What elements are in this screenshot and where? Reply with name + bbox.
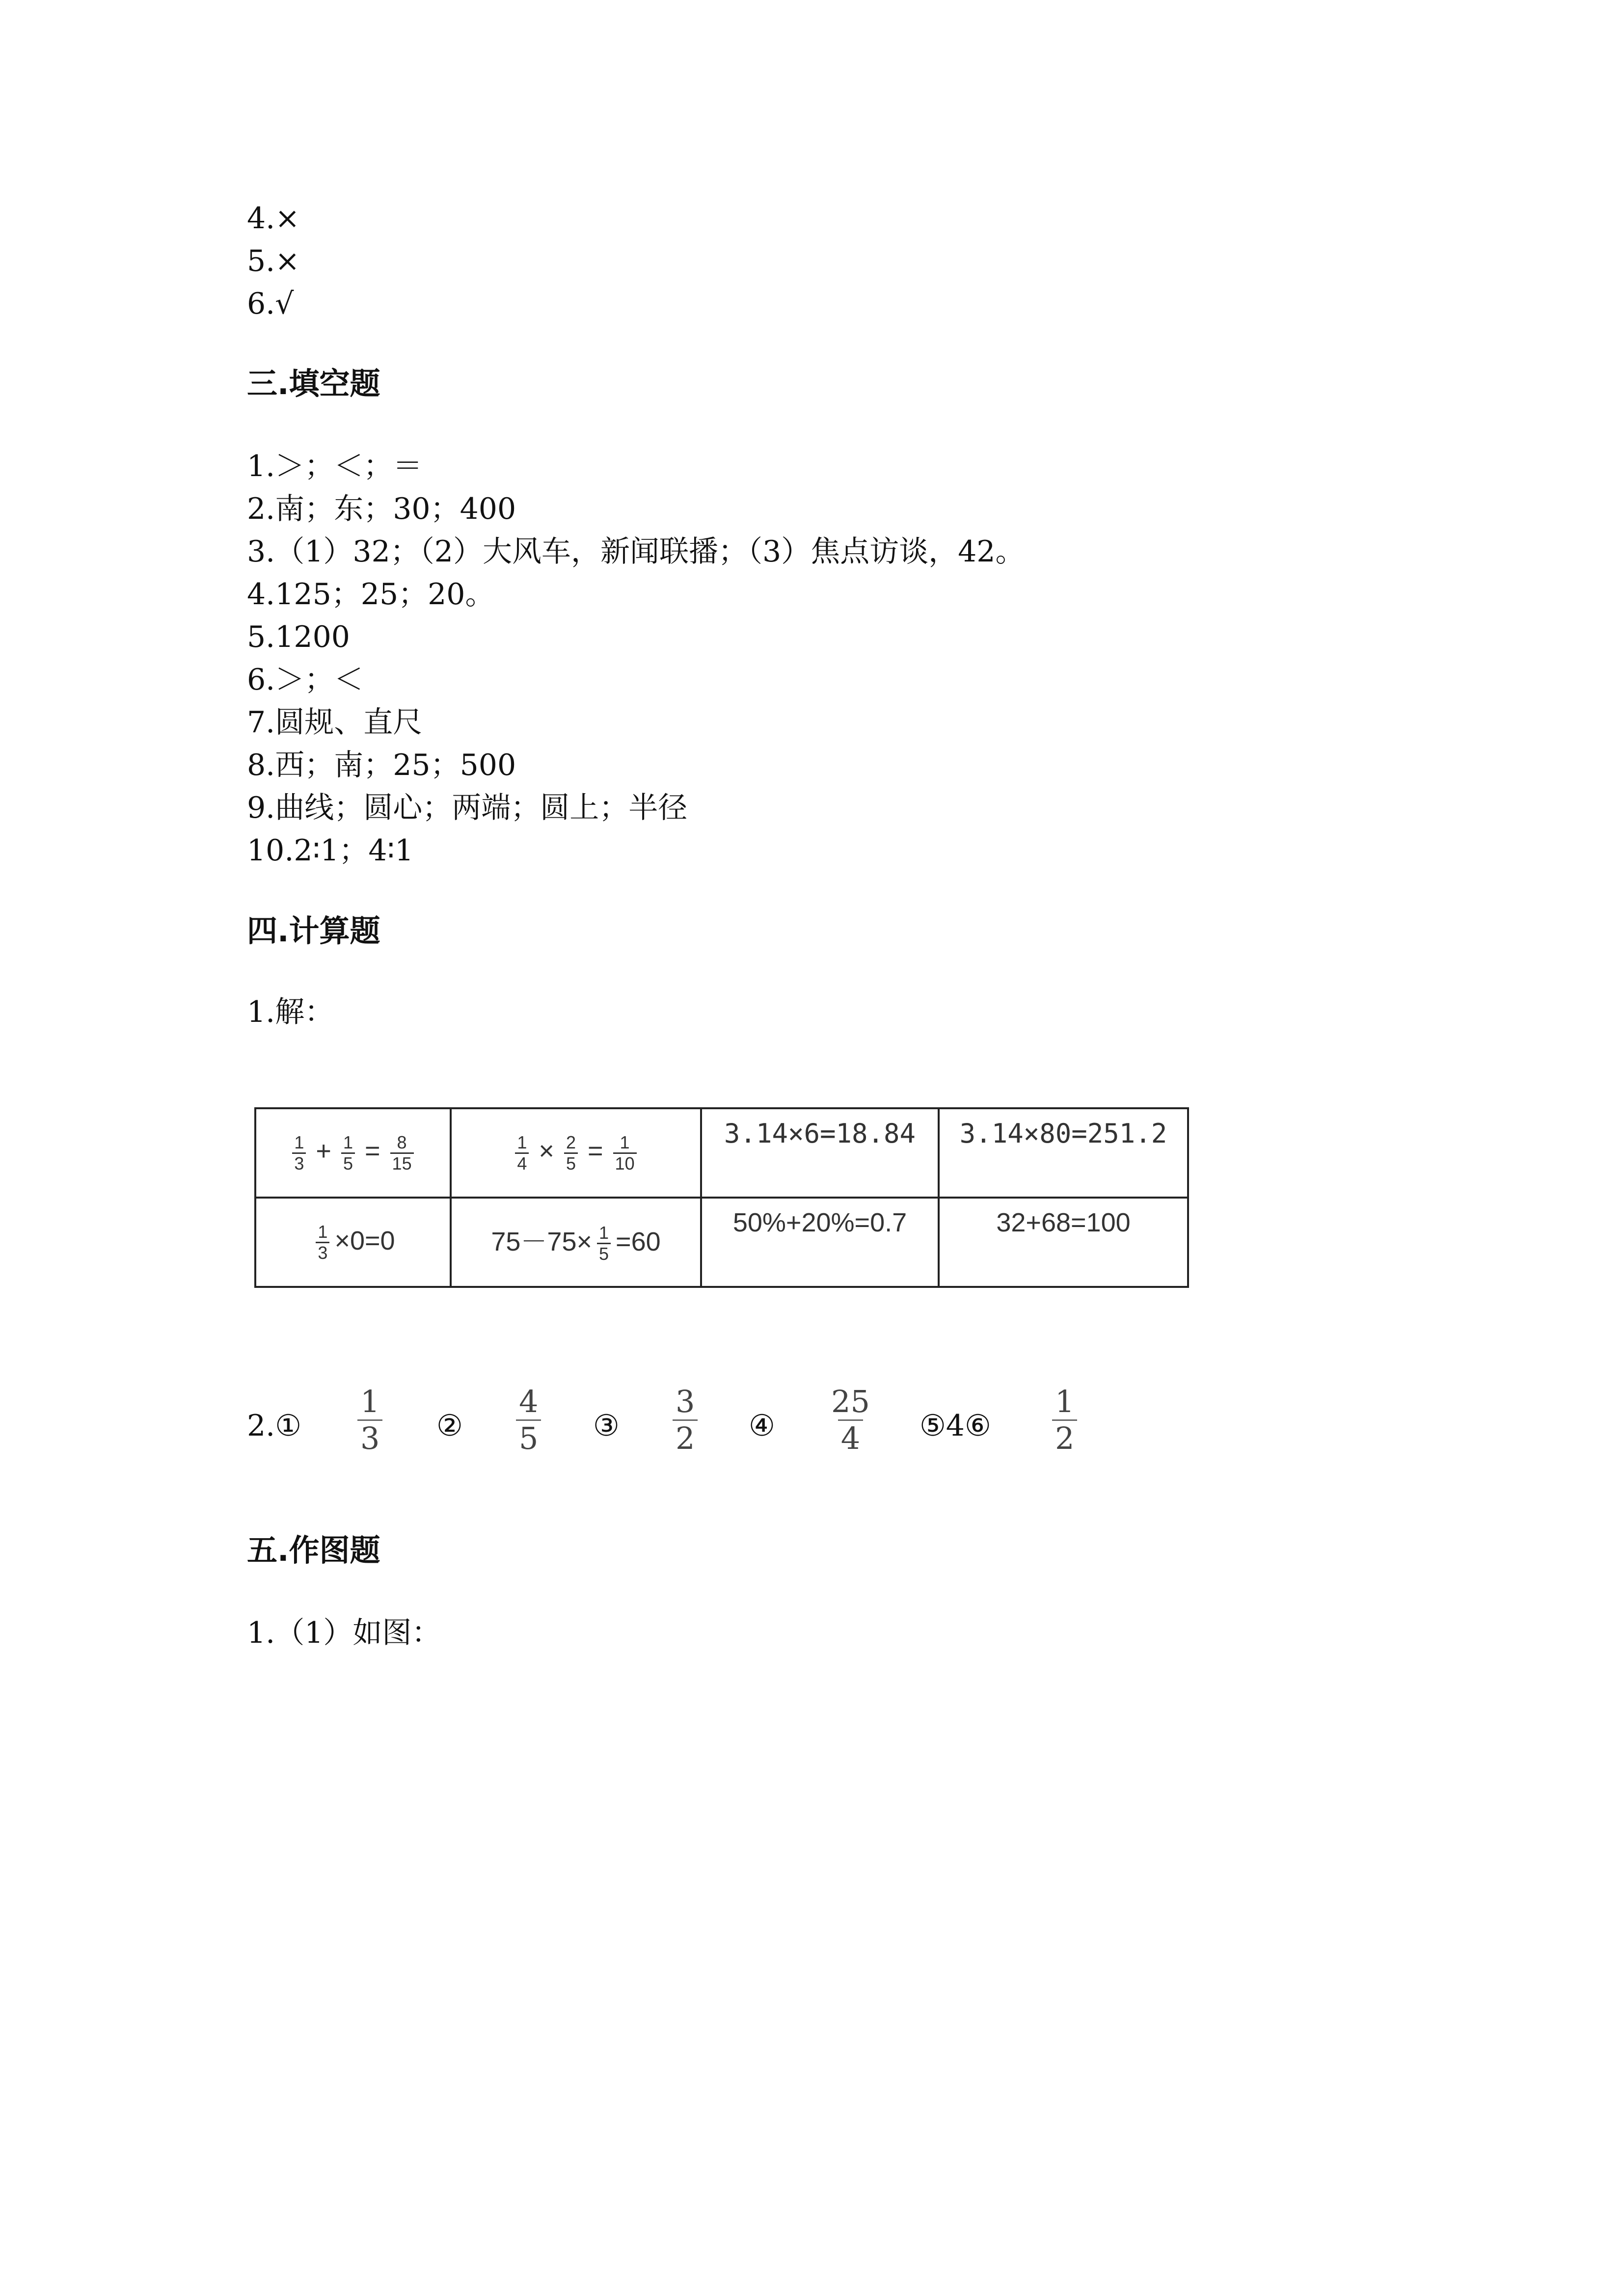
circled-number: ③ bbox=[593, 1409, 620, 1443]
fill-answer-6: 6.＞；＜ bbox=[247, 663, 364, 697]
fill-answer-3: 3.（1）32；（2）大风车，新闻联播；（3）焦点访谈，42。 bbox=[247, 534, 1025, 569]
circled-number: ④ bbox=[749, 1409, 775, 1443]
fraction: $\frac{3}{2}$ bbox=[673, 1384, 698, 1456]
fraction: $\frac{1}{4}$ bbox=[515, 1133, 529, 1174]
table-cell-r2c4: 32+68=100 bbox=[939, 1198, 1188, 1287]
fraction: $\frac{2}{5}$ bbox=[564, 1133, 578, 1174]
fill-answer-5: 5.1200 bbox=[247, 620, 350, 654]
fraction: $\frac{1}{5}$ bbox=[597, 1223, 611, 1264]
fraction: $\frac{1}{5}$ bbox=[341, 1133, 355, 1174]
judge-answer-6: 6.√ bbox=[247, 287, 294, 321]
fraction: $\frac{1}{10}$ bbox=[613, 1133, 637, 1174]
table-cell-r2c3: 50%+20%=0.7 bbox=[701, 1198, 939, 1287]
table-cell-r1c2: $\frac{1}{4}$ × $\frac{2}{5}$ = $\frac{1}{10}$ bbox=[451, 1108, 701, 1198]
table-cell-r2c2: 75－75× $\frac{1}{5}$ =60 bbox=[451, 1198, 701, 1287]
table-cell-r1c3: 3.14×6=18.84 bbox=[701, 1108, 939, 1198]
calc-q2-answers bbox=[247, 1384, 1327, 1472]
fraction: $\frac{8}{15}$ bbox=[390, 1133, 414, 1174]
judge-answer-5: 5.× bbox=[247, 244, 300, 278]
calc-q2-label: 2.① bbox=[247, 1409, 302, 1443]
fraction: $\frac{4}{5}$ bbox=[516, 1384, 541, 1456]
fraction: $\frac{25}{4}$ bbox=[831, 1384, 870, 1456]
fraction: $\frac{1}{3}$ bbox=[316, 1222, 329, 1263]
calc-q1-label: 1.解： bbox=[247, 995, 334, 1029]
fill-answer-1: 1.＞；＜；＝ bbox=[247, 449, 423, 483]
fraction: $\frac{1}{3}$ bbox=[357, 1384, 382, 1456]
section-heading-drawing: 五.作图题 bbox=[247, 1532, 380, 1568]
fill-answer-10: 10.2∶1；4∶1 bbox=[247, 833, 414, 868]
fraction: $\frac{1}{3}$ bbox=[292, 1133, 306, 1174]
section-heading-calculation: 四.计算题 bbox=[247, 913, 380, 949]
table-cell-r1c4: 3.14×80=251.2 bbox=[939, 1108, 1188, 1198]
circled-number: ⑤4⑥ bbox=[920, 1409, 991, 1443]
fill-answer-7: 7.圆规、直尺 bbox=[247, 705, 423, 740]
table-cell-r2c1: $\frac{1}{3}$ ×0=0 bbox=[255, 1198, 451, 1287]
table-cell-r1c1: $\frac{1}{3}$ + $\frac{1}{5}$ = $\frac{8}{15}$ bbox=[255, 1108, 451, 1198]
fill-answer-4: 4.125；25；20。 bbox=[247, 577, 495, 612]
calculation-answer-table bbox=[254, 1107, 1189, 1288]
judge-answer-4: 4.× bbox=[247, 201, 300, 236]
fraction: $\frac{1}{2}$ bbox=[1052, 1384, 1077, 1456]
fill-answer-8: 8.西；南；25；500 bbox=[247, 748, 516, 782]
section-heading-fill-blank: 三.填空题 bbox=[247, 366, 380, 401]
circled-number: ② bbox=[436, 1409, 463, 1443]
drawing-q1-label: 1.（1）如图： bbox=[247, 1616, 441, 1650]
fill-answer-9: 9.曲线；圆心；两端；圆上；半径 bbox=[247, 791, 688, 825]
fill-answer-2: 2.南；东；30；400 bbox=[247, 492, 516, 526]
